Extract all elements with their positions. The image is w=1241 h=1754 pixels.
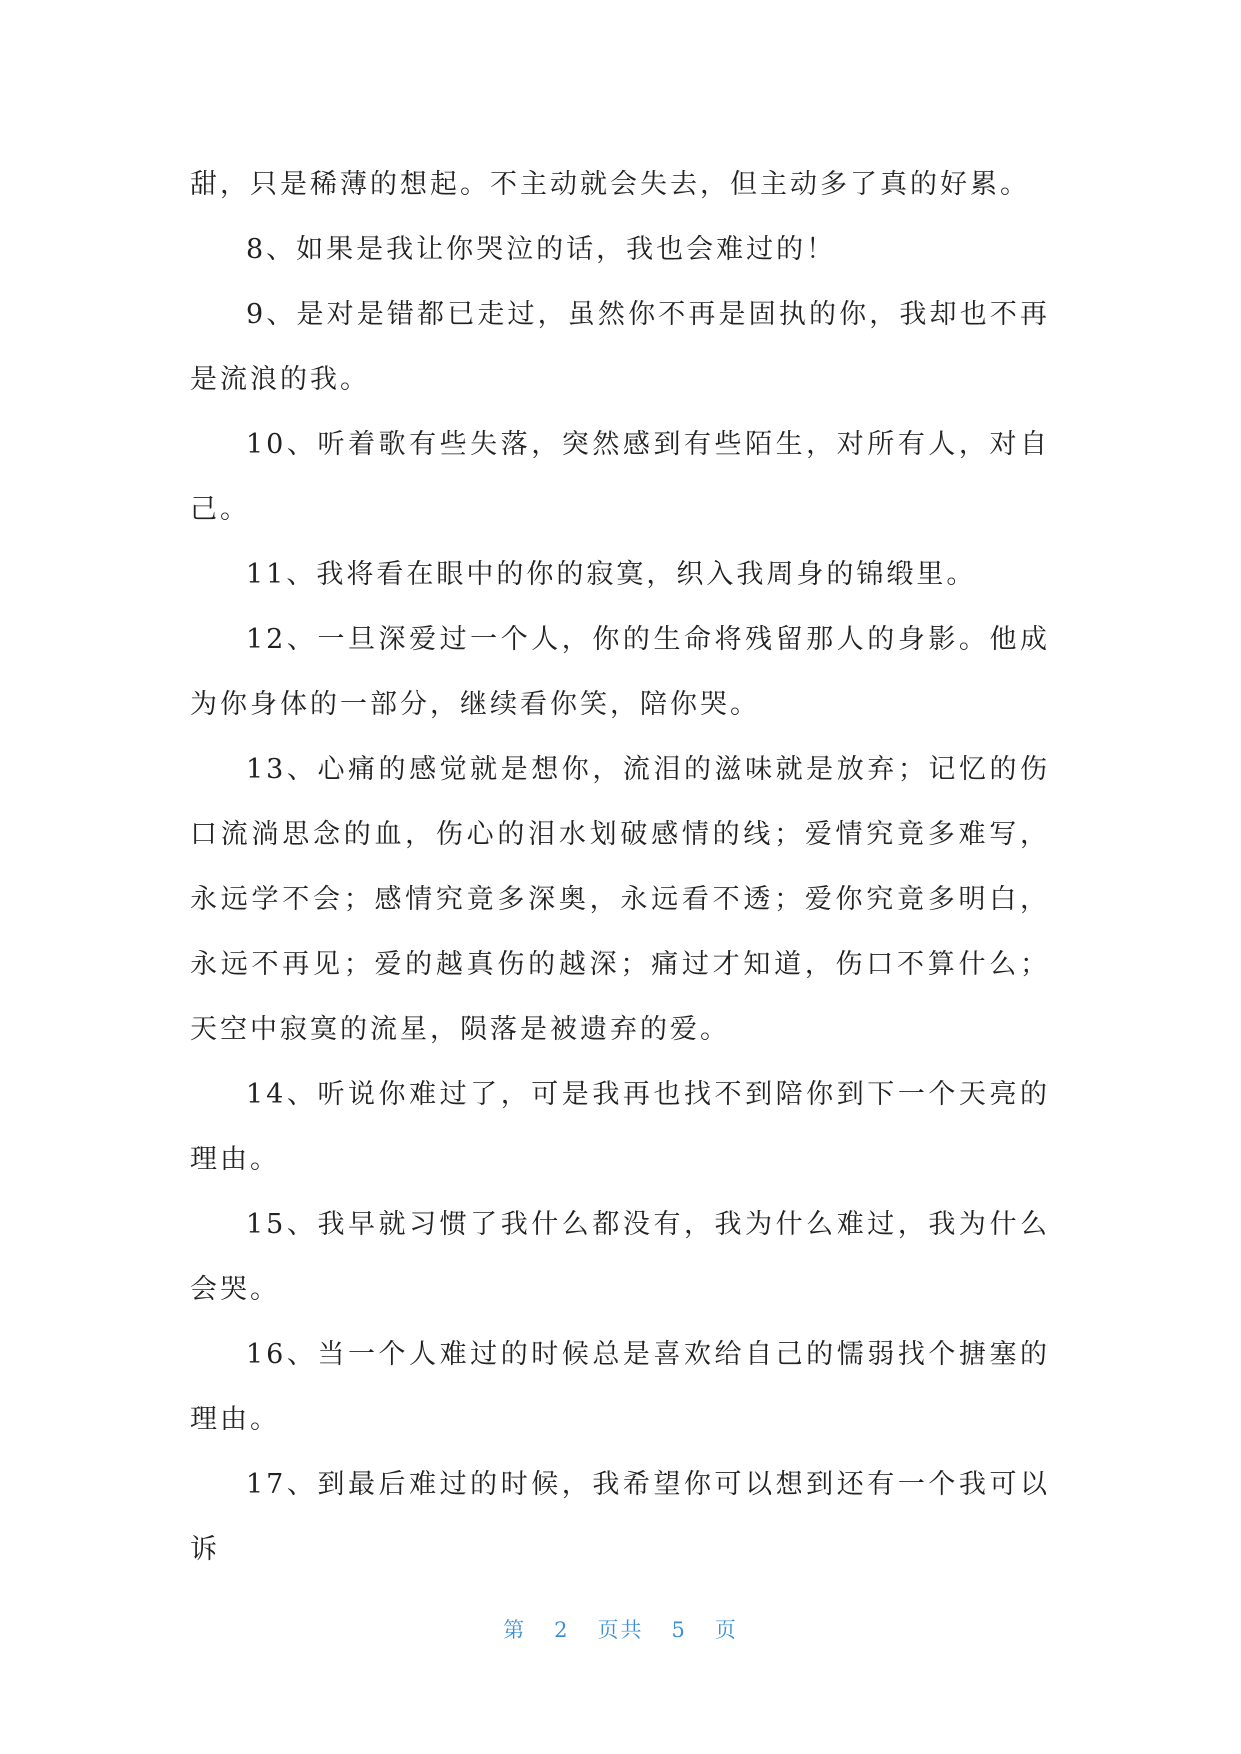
paragraph-item-11: 11、我将看在眼中的你的寂寞，织入我周身的锦缎里。: [246, 559, 977, 590]
paragraph-item-8: 8、如果是我让你哭泣的话，我也会难过的！: [246, 234, 837, 265]
footer-current-page: 2: [554, 1618, 570, 1642]
paragraph-item-16: 16、当一个人难过的时候总是喜欢给自己的懦弱找个搪塞的理由。: [190, 1339, 1050, 1435]
footer-total-pages: 5: [671, 1618, 687, 1642]
page-footer: [0, 1614, 1241, 1644]
paragraph-item-13: 13、心痛的感觉就是想你，流泪的滋味就是放弃；记忆的伤口流淌思念的血，伤心的泪水划破感情的线；爱情究竟多难写，永远学不会；感情究竟多深奥，永远看不透；爱你究竟多明白，永远不再见；爱的越真伤的越深；痛过才知道，伤口不算什么；天空中寂寞的流星，陨落是被遗弃的爱。: [190, 754, 1050, 1045]
paragraph-item-10: 10、听着歌有些失落，突然感到有些陌生，对所有人，对自己。: [190, 429, 1050, 525]
footer-prefix: 第: [503, 1618, 527, 1642]
paragraph-item-9: 9、是对是错都已走过，虽然你不再是固执的你，我却也不再是流浪的我。: [190, 299, 1050, 395]
footer-middle: 页共: [597, 1618, 644, 1642]
paragraph-item-17: 17、到最后难过的时候，我希望你可以想到还有一个我可以诉: [190, 1469, 1050, 1565]
document-body: [190, 152, 1050, 1582]
paragraph-continuation: 甜，只是稀薄的想起。不主动就会失去，但主动多了真的好累。: [190, 169, 1030, 200]
footer-suffix: 页: [714, 1618, 738, 1642]
paragraph-item-12: 12、一旦深爱过一个人，你的生命将残留那人的身影。他成为你身体的一部分，继续看你笑，陪你哭。: [190, 624, 1050, 720]
paragraph-item-15: 15、我早就习惯了我什么都没有，我为什么难过，我为什么会哭。: [190, 1209, 1050, 1305]
paragraph-item-14: 14、听说你难过了，可是我再也找不到陪你到下一个天亮的理由。: [190, 1079, 1050, 1175]
